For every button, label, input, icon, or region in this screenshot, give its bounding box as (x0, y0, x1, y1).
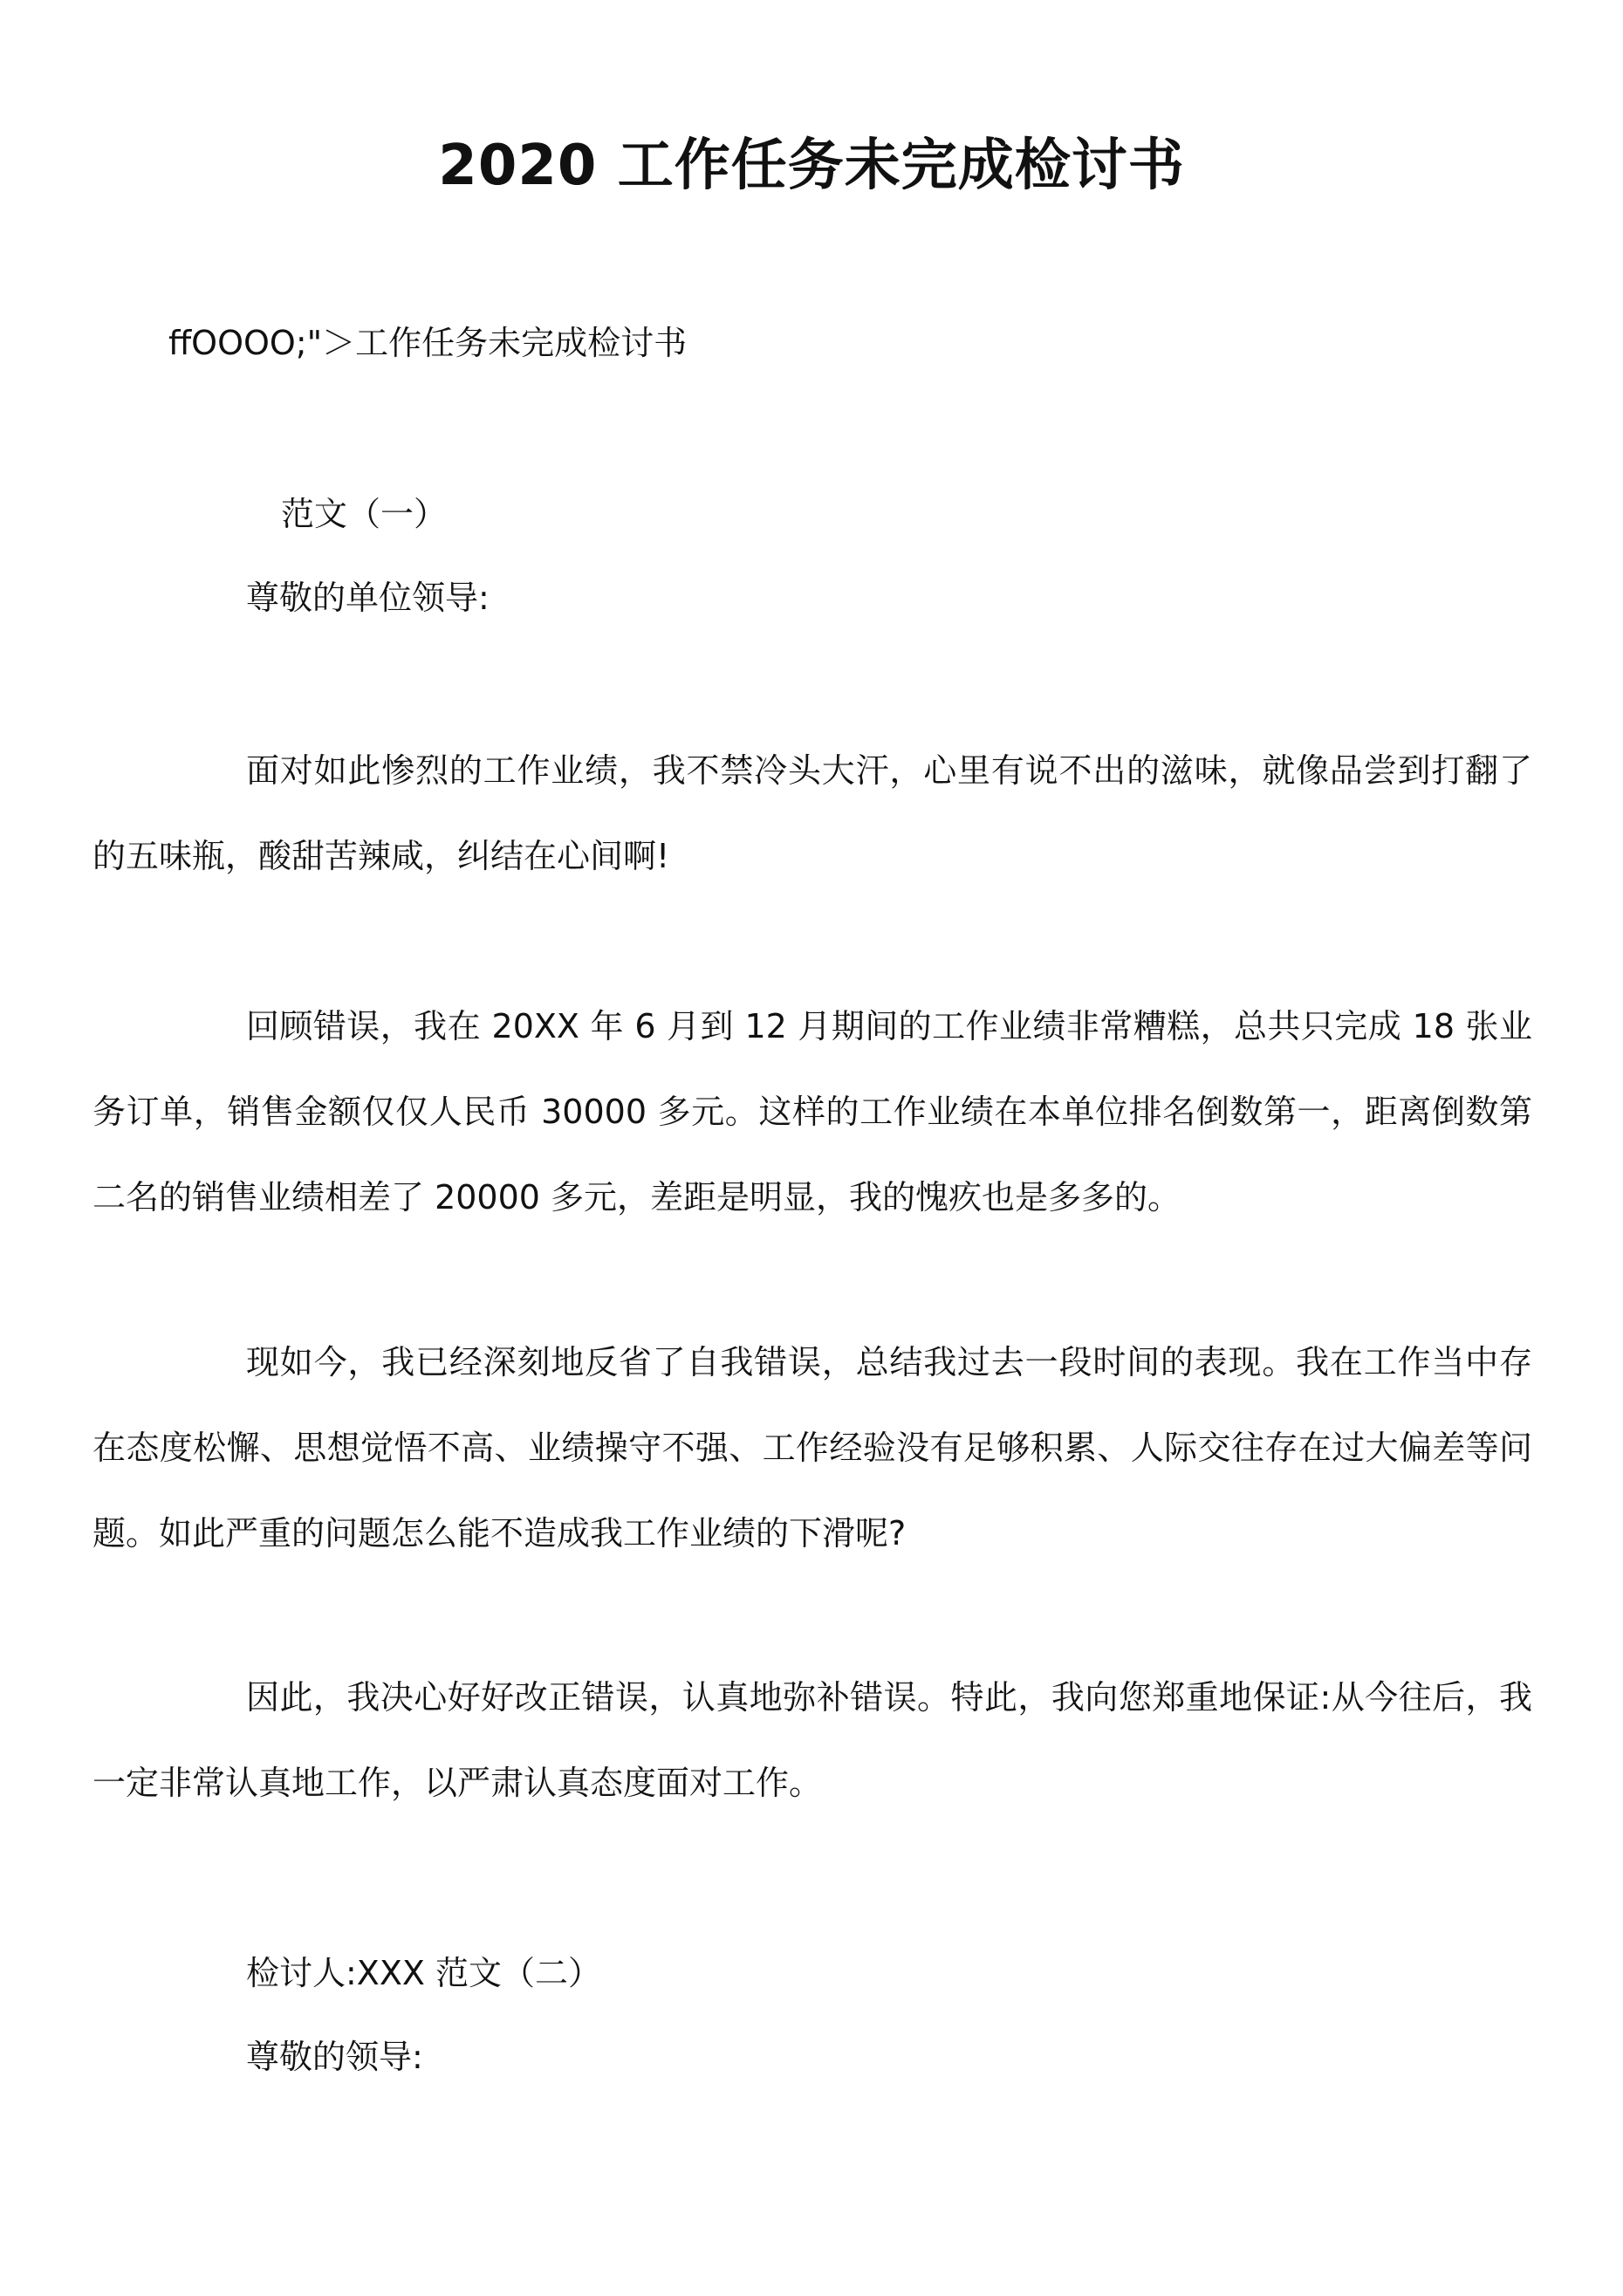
document-subtitle: ffOOOO;"＞工作任务未完成检讨书 (168, 324, 688, 362)
paragraph-2: 回顾错误，我在 20XX 年 6 月到 12 月期间的工作业绩非常糟糕，总共只完成 18 张业务订单，销售金额仅仅人民币 30000 多元。这样的工作业绩在本单位排名倒数第一，距离倒数第二名的销售业绩相差了 20000 多元，差距是明显，我的愧疚也是多多的。 (92, 1007, 1532, 1217)
salutation-two: 尊敬的领导: (246, 2038, 423, 2076)
paragraph-4: 因此，我决心好好改正错误，认真地弥补错误。特此，我向您郑重地保证:从今往后，我一定非常认真地工作，以严肃认真态度面对工作。 (92, 1678, 1532, 1802)
paragraph-1: 面对如此惨烈的工作业绩，我不禁冷头大汗，心里有说不出的滋味，就像品尝到打翻了的五味瓶，酸甜苦辣咸，纠结在心间啊! (92, 751, 1532, 875)
document-title: 2020 工作任务未完成检讨书 (438, 134, 1185, 198)
paragraph-3: 现如今，我已经深刻地反省了自我错误，总结我过去一段时间的表现。我在工作当中存在态度松懈、思想觉悟不高、业绩操守不强、工作经验没有足够积累、人际交往存在过大偏差等问题。如此严重的问题怎么能不造成我工作业绩的下滑呢? (92, 1343, 1532, 1552)
salutation-one: 尊敬的单位领导: (246, 579, 490, 617)
signature-line: 检讨人:XXX 范文（二） (246, 1954, 601, 1992)
sample-one-heading: 范文（一） (281, 495, 448, 533)
